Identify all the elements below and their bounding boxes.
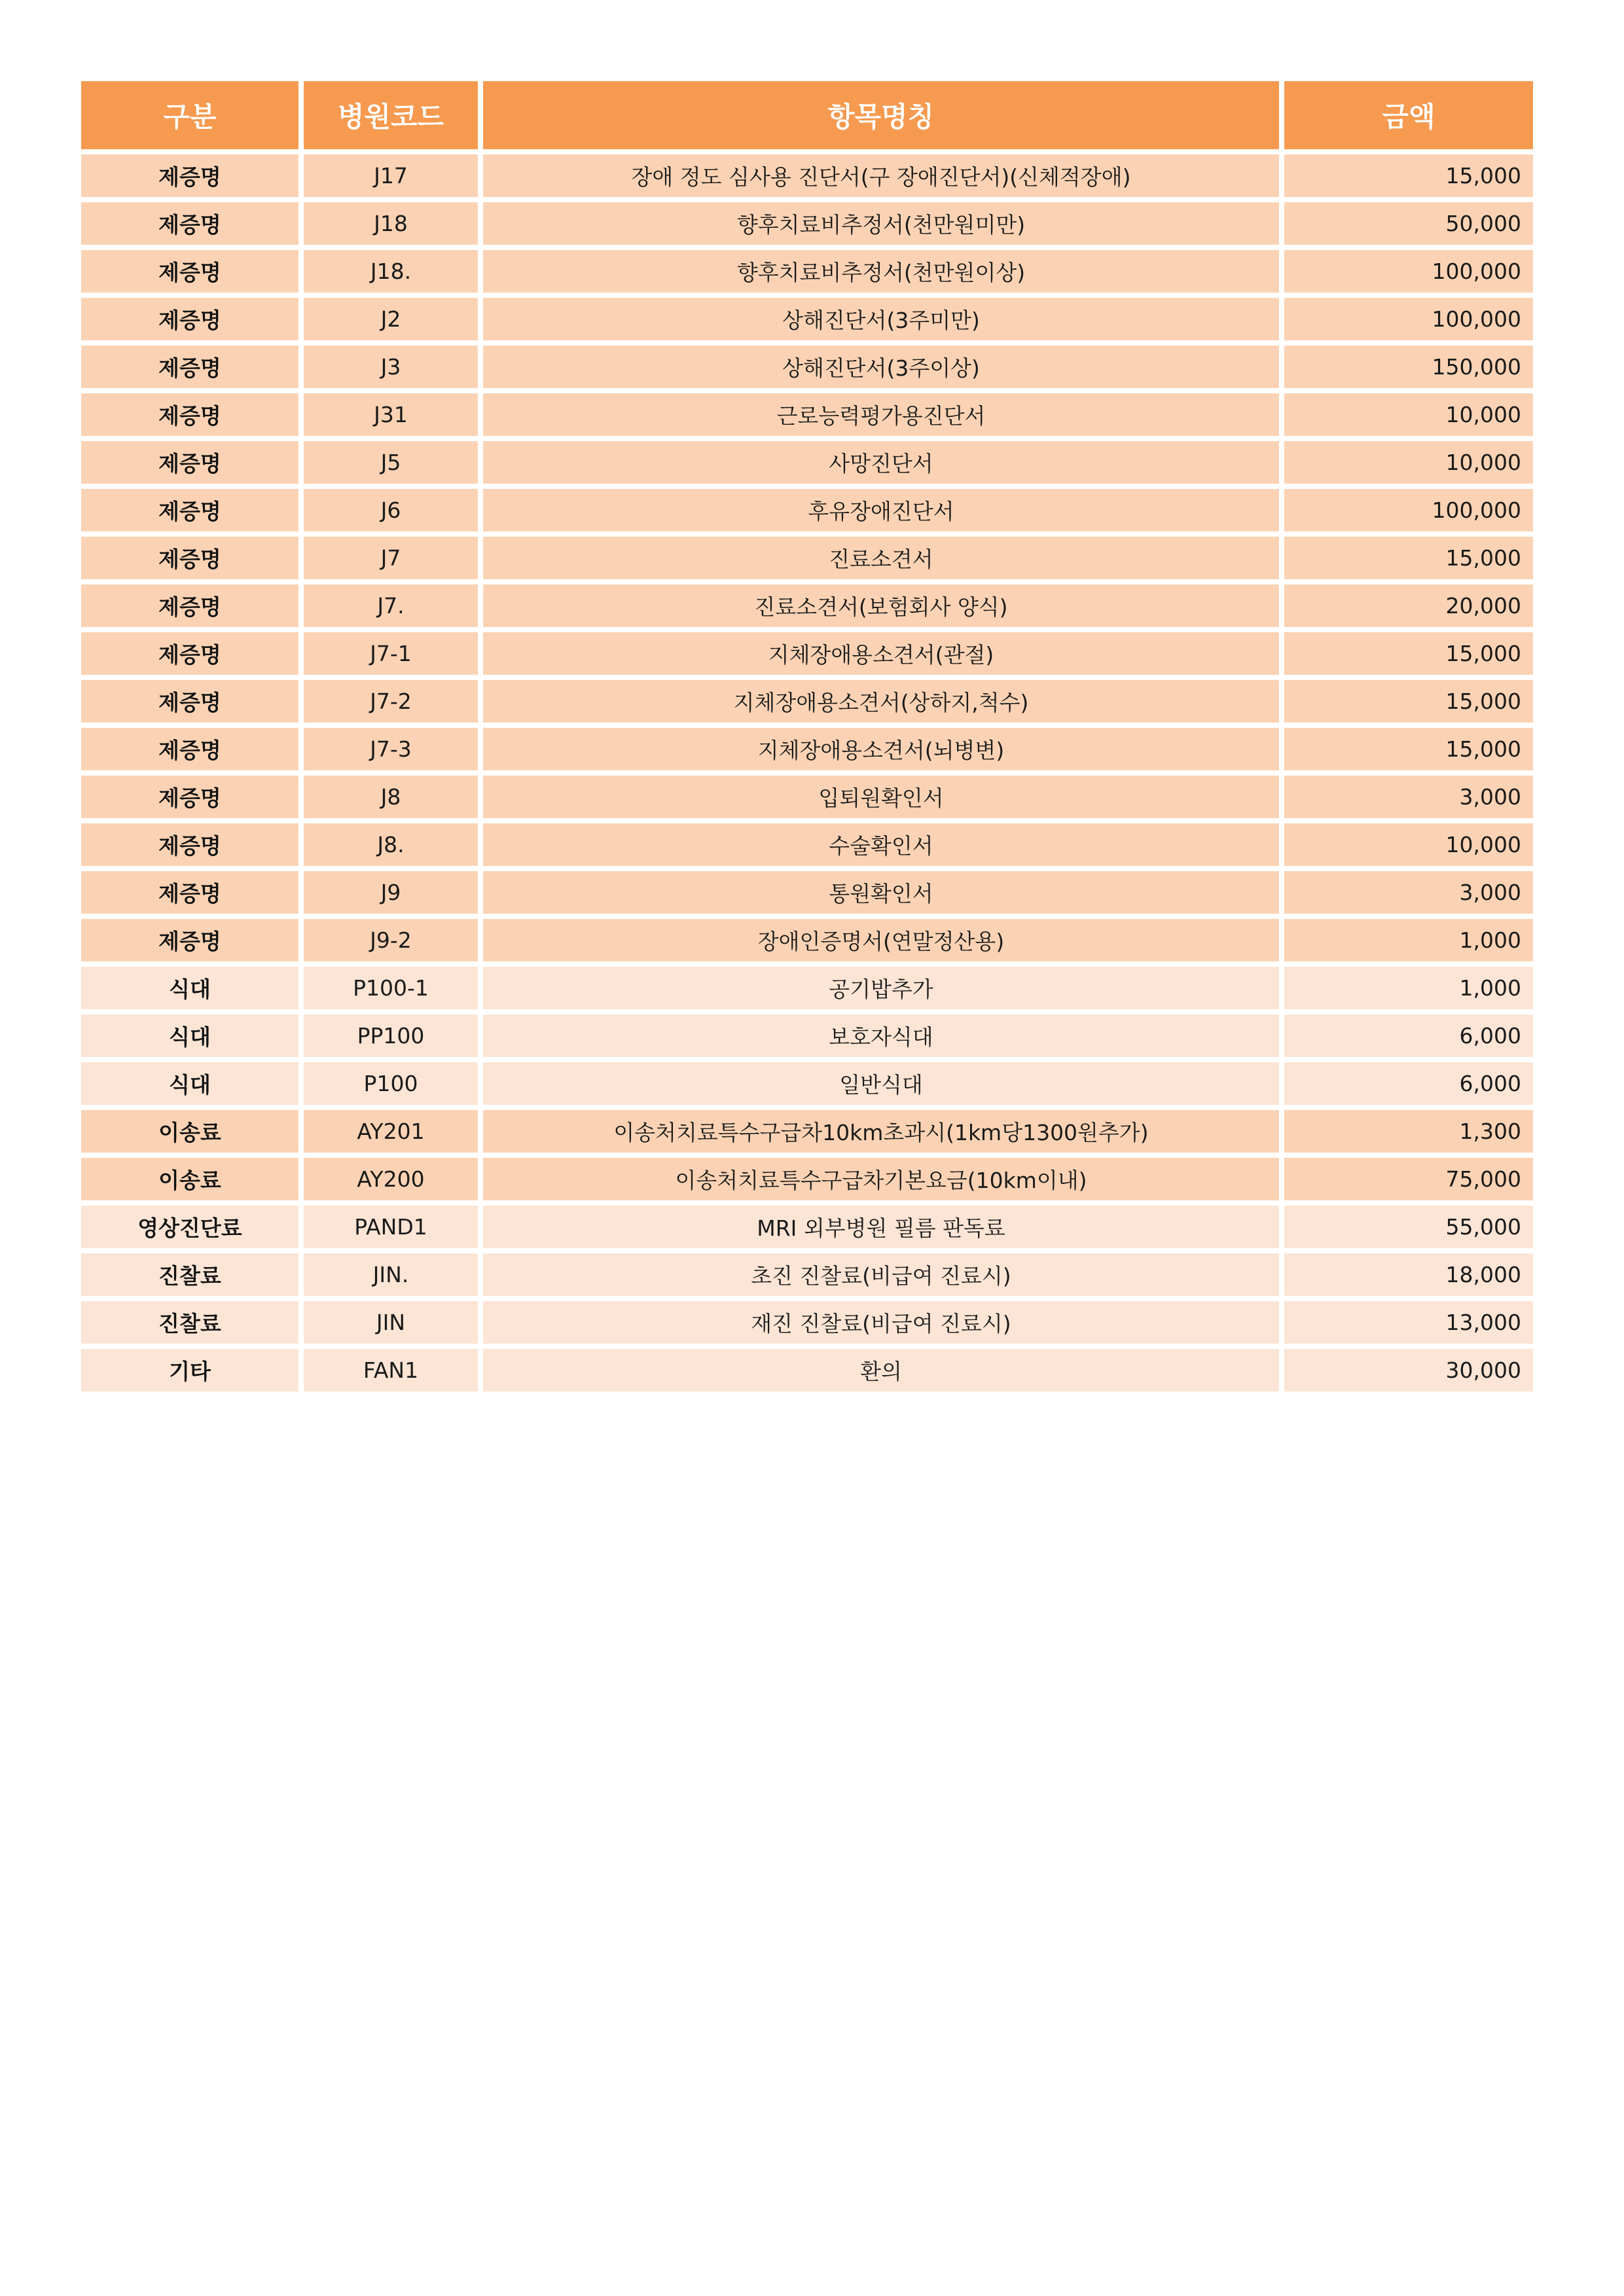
row-amount: 1,000	[1284, 967, 1533, 1009]
row-item-name: 지체장애용소견서(뇌병변)	[483, 728, 1279, 770]
row-item-name: 장애인증명서(연말정산용)	[483, 919, 1279, 961]
row-code: J7-1	[304, 632, 478, 675]
row-category: 제증명	[81, 919, 298, 961]
row-code: J17	[304, 154, 478, 197]
row-code: AY200	[304, 1158, 478, 1200]
row-amount: 6,000	[1284, 1014, 1533, 1057]
row-amount: 15,000	[1284, 537, 1533, 579]
row-code: P100-1	[304, 967, 478, 1009]
row-category: 제증명	[81, 346, 298, 388]
row-item-name: 상해진단서(3주미만)	[483, 298, 1279, 340]
table-row	[81, 823, 1533, 866]
row-code: J18	[304, 202, 478, 245]
table-row	[81, 537, 1533, 579]
table-row	[81, 680, 1533, 723]
row-category: 제증명	[81, 728, 298, 770]
row-amount: 18,000	[1284, 1253, 1533, 1296]
row-item-name: 일반식대	[483, 1062, 1279, 1105]
row-category: 제증명	[81, 154, 298, 197]
row-amount: 15,000	[1284, 154, 1533, 197]
row-item-name: 이송처치료특수구급차10km초과시(1km당1300원추가)	[483, 1110, 1279, 1153]
row-amount: 3,000	[1284, 776, 1533, 818]
row-amount: 50,000	[1284, 202, 1533, 245]
row-item-name: 장애 정도 심사용 진단서(구 장애진단서)(신체적장애)	[483, 154, 1279, 197]
row-category: 제증명	[81, 823, 298, 866]
header-name: 항목명칭	[483, 81, 1279, 149]
row-amount: 15,000	[1284, 680, 1533, 723]
row-item-name: 향후치료비추정서(천만원이상)	[483, 250, 1279, 293]
row-item-name: 지체장애용소견서(상하지,척수)	[483, 680, 1279, 723]
row-category: 제증명	[81, 537, 298, 579]
row-code: J9-2	[304, 919, 478, 961]
row-category: 진찰료	[81, 1301, 298, 1344]
row-code: J6	[304, 489, 478, 531]
row-item-name: 지체장애용소견서(관절)	[483, 632, 1279, 675]
table-row	[81, 1062, 1533, 1105]
table-row	[81, 632, 1533, 675]
table-body	[81, 154, 1533, 1391]
row-category: 제증명	[81, 489, 298, 531]
row-code: J18.	[304, 250, 478, 293]
row-code: J31	[304, 393, 478, 436]
row-category: 진찰료	[81, 1253, 298, 1296]
row-code: J7.	[304, 584, 478, 627]
row-item-name: 근로능력평가용진단서	[483, 393, 1279, 436]
row-item-name: 환의	[483, 1349, 1279, 1391]
table-row	[81, 967, 1533, 1009]
row-item-name: 이송처치료특수구급차기본요금(10km이내)	[483, 1158, 1279, 1200]
table-row	[81, 1349, 1533, 1391]
row-item-name: 보호자식대	[483, 1014, 1279, 1057]
row-code: JIN.	[304, 1253, 478, 1296]
header-amount: 금액	[1284, 81, 1533, 149]
row-code: J7-2	[304, 680, 478, 723]
row-code: PP100	[304, 1014, 478, 1057]
row-category: 제증명	[81, 250, 298, 293]
table-row	[81, 1158, 1533, 1200]
row-amount: 150,000	[1284, 346, 1533, 388]
fee-table	[76, 76, 1538, 1397]
row-category: 기타	[81, 1349, 298, 1391]
table-row	[81, 250, 1533, 293]
row-category: 이송료	[81, 1110, 298, 1153]
row-amount: 1,300	[1284, 1110, 1533, 1153]
header-code: 병원코드	[304, 81, 478, 149]
row-code: J2	[304, 298, 478, 340]
row-code: J5	[304, 441, 478, 484]
header-category: 구분	[81, 81, 298, 149]
header-row	[81, 81, 1533, 149]
row-category: 제증명	[81, 680, 298, 723]
row-amount: 10,000	[1284, 393, 1533, 436]
row-category: 이송료	[81, 1158, 298, 1200]
row-amount: 100,000	[1284, 489, 1533, 531]
row-amount: 6,000	[1284, 1062, 1533, 1105]
row-category: 제증명	[81, 393, 298, 436]
row-amount: 15,000	[1284, 728, 1533, 770]
table-row	[81, 919, 1533, 961]
row-category: 제증명	[81, 298, 298, 340]
row-category: 영상진단료	[81, 1206, 298, 1248]
table-row	[81, 298, 1533, 340]
table-row	[81, 489, 1533, 531]
row-item-name: 상해진단서(3주이상)	[483, 346, 1279, 388]
row-code: J9	[304, 871, 478, 914]
row-code: J8	[304, 776, 478, 818]
row-amount: 55,000	[1284, 1206, 1533, 1248]
row-item-name: 진료소견서	[483, 537, 1279, 579]
row-amount: 15,000	[1284, 632, 1533, 675]
row-code: PAND1	[304, 1206, 478, 1248]
row-item-name: 입퇴원확인서	[483, 776, 1279, 818]
row-item-name: 재진 진찰료(비급여 진료시)	[483, 1301, 1279, 1344]
row-category: 식대	[81, 1014, 298, 1057]
row-category: 제증명	[81, 584, 298, 627]
row-amount: 13,000	[1284, 1301, 1533, 1344]
row-category: 제증명	[81, 776, 298, 818]
row-code: FAN1	[304, 1349, 478, 1391]
row-item-name: 수술확인서	[483, 823, 1279, 866]
row-category: 제증명	[81, 202, 298, 245]
row-code: J8.	[304, 823, 478, 866]
row-category: 식대	[81, 1062, 298, 1105]
row-item-name: 향후치료비추정서(천만원미만)	[483, 202, 1279, 245]
table-row	[81, 1014, 1533, 1057]
row-category: 제증명	[81, 441, 298, 484]
table-row	[81, 584, 1533, 627]
row-item-name: 후유장애진단서	[483, 489, 1279, 531]
row-code: J7-3	[304, 728, 478, 770]
table-header	[81, 81, 1533, 149]
table-row	[81, 346, 1533, 388]
row-code: AY201	[304, 1110, 478, 1153]
table-row	[81, 728, 1533, 770]
table-row	[81, 154, 1533, 197]
row-item-name: 진료소견서(보험회사 양식)	[483, 584, 1279, 627]
row-amount: 30,000	[1284, 1349, 1533, 1391]
row-item-name: 통원확인서	[483, 871, 1279, 914]
table-row	[81, 1110, 1533, 1153]
row-code: J7	[304, 537, 478, 579]
table-row	[81, 1253, 1533, 1296]
table-row	[81, 776, 1533, 818]
row-amount: 3,000	[1284, 871, 1533, 914]
row-amount: 10,000	[1284, 823, 1533, 866]
table-row	[81, 1301, 1533, 1344]
table-row	[81, 871, 1533, 914]
table-row	[81, 393, 1533, 436]
row-category: 제증명	[81, 632, 298, 675]
row-category: 제증명	[81, 871, 298, 914]
row-category: 식대	[81, 967, 298, 1009]
row-amount: 20,000	[1284, 584, 1533, 627]
row-item-name: MRI 외부병원 필름 판독료	[483, 1206, 1279, 1248]
row-item-name: 초진 진찰료(비급여 진료시)	[483, 1253, 1279, 1296]
row-code: JIN	[304, 1301, 478, 1344]
row-amount: 100,000	[1284, 250, 1533, 293]
row-code: J3	[304, 346, 478, 388]
row-amount: 75,000	[1284, 1158, 1533, 1200]
table-row	[81, 1206, 1533, 1248]
row-code: P100	[304, 1062, 478, 1105]
row-amount: 1,000	[1284, 919, 1533, 961]
row-item-name: 공기밥추가	[483, 967, 1279, 1009]
table-row	[81, 441, 1533, 484]
row-amount: 10,000	[1284, 441, 1533, 484]
row-item-name: 사망진단서	[483, 441, 1279, 484]
table-row	[81, 202, 1533, 245]
row-amount: 100,000	[1284, 298, 1533, 340]
